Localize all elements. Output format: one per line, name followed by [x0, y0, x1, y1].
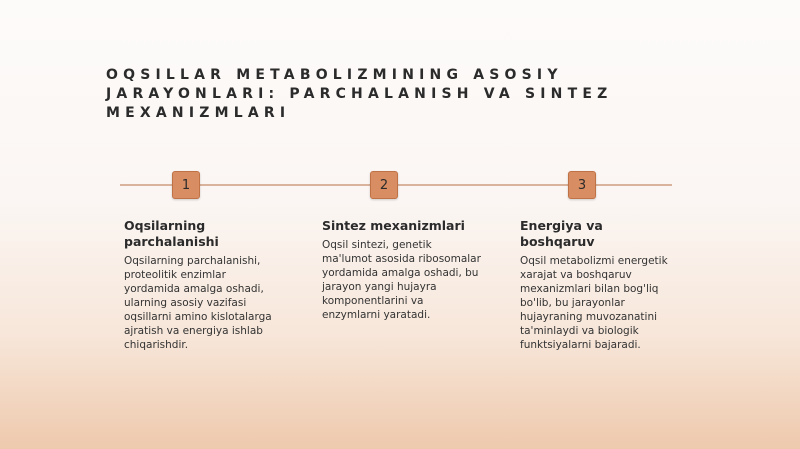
step-text-1: Oqsilarning parchalanishi, proteolitik enzimlar yordamida amalga oshadi, ularning asosiy vazifasi oqsillarni amino kislotalarga ajratish va energiya ishlab chiqarishdir. — [124, 255, 272, 351]
step-heading-1: Oqsilarning parchalanishi — [124, 218, 219, 249]
step-card-3 — [520, 218, 680, 352]
step-card-1 — [124, 218, 284, 352]
step-marker-1: 1 — [172, 171, 200, 199]
step-text-3: Oqsil metabolizmi energetik xarajat va boshqaruv mexanizmlari bilan bog'liq bo'lib, bu jarayonlar hujayraning muvozanatini ta'minlaydi va biologik funktsiyalarni bajaradi. — [520, 255, 668, 351]
step-text-2: Oqsil sintezi, genetik ma'lumot asosida ribosomalar yordamida amalga oshadi, bu jarayon yangi hujayra komponentlarini va enzymlarni yaratadi. — [322, 239, 481, 321]
step-marker-3: 3 — [568, 171, 596, 199]
slide-title: OQSILLAR METABOLIZMINING ASOSIY JARAYONLARI: PARCHALANISH VA SINTEZ MEXANIZMLARI — [106, 67, 613, 121]
step-card-2 — [322, 218, 482, 322]
step-heading-2: Sintez mexanizmlari — [322, 218, 465, 233]
step-marker-2: 2 — [370, 171, 398, 199]
step-heading-3: Energiya va boshqaruv — [520, 218, 603, 249]
